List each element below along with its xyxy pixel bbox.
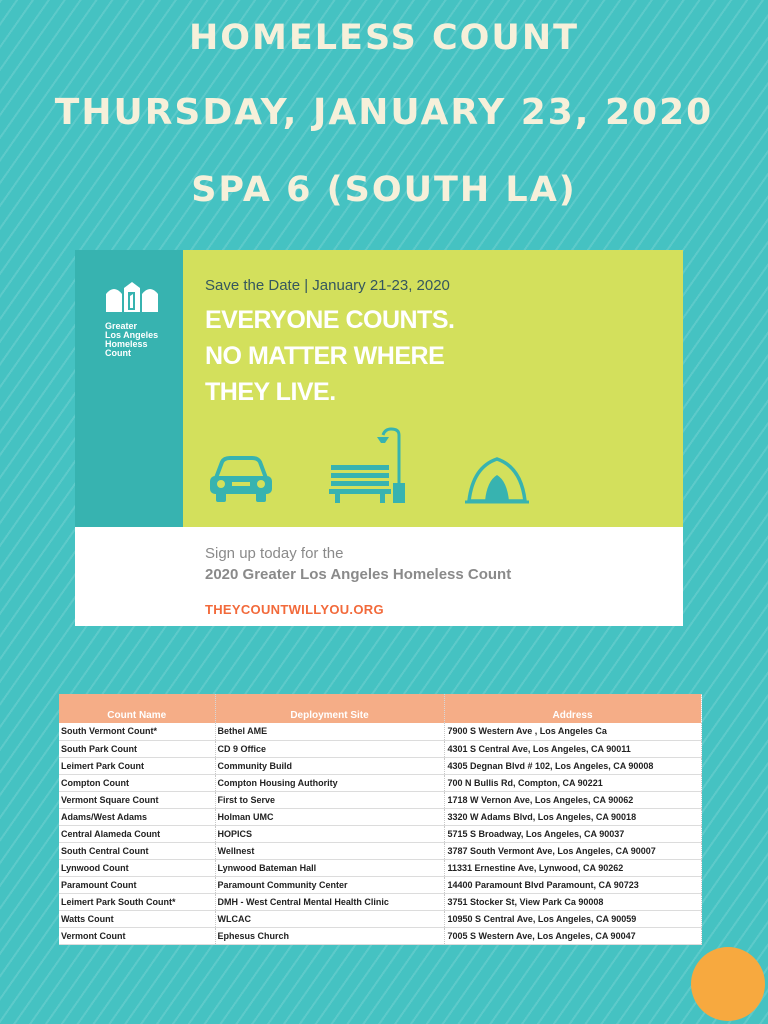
- table-row: [59, 859, 701, 876]
- deployment-site-cell: Compton Housing Authority: [215, 774, 444, 791]
- count-name-cell: Paramount Count: [59, 876, 215, 893]
- table-row: [59, 723, 701, 740]
- signup-event-name: 2020 Greater Los Angeles Homeless Count: [205, 566, 512, 583]
- deployment-site-cell: Community Build: [215, 757, 444, 774]
- table-row: [59, 893, 701, 910]
- homeless-count-logo-icon: [104, 280, 160, 314]
- count-name-cell: Leimert Park Count: [59, 757, 215, 774]
- save-the-date-flyer: [75, 250, 683, 626]
- headline-title: HOMELESS COUNT: [188, 18, 580, 58]
- table-row: [59, 842, 701, 859]
- column-header-deployment-site: Deployment Site: [215, 694, 444, 723]
- deployment-site-cell: Paramount Community Center: [215, 876, 444, 893]
- logo-text-line: Los Angeles: [105, 330, 159, 340]
- headline-area: SPA 6 (SOUTH LA): [191, 170, 577, 210]
- address-cell: 4305 Degnan Blvd # 102, Los Angeles, CA 90008: [444, 757, 701, 774]
- table-row: [59, 791, 701, 808]
- column-header-count-name: Count Name: [59, 694, 215, 723]
- address-cell: 14400 Paramount Blvd Paramount, CA 90723: [444, 876, 701, 893]
- slogan-line: THEY LIVE.: [205, 378, 336, 406]
- table-row: [59, 808, 701, 825]
- table-header-row: [59, 694, 701, 723]
- park-bench-lamp-icon: [329, 425, 409, 505]
- table-row: [59, 825, 701, 842]
- tent-icon: [465, 455, 529, 505]
- deployment-site-cell: Holman UMC: [215, 808, 444, 825]
- address-cell: 3787 South Vermont Ave, Los Angeles, CA 90007: [444, 842, 701, 859]
- address-cell: 4301 S Central Ave, Los Angeles, CA 90011: [444, 740, 701, 757]
- address-cell: 5715 S Broadway, Los Angeles, CA 90037: [444, 825, 701, 842]
- flyer-main-panel: [183, 250, 683, 527]
- count-name-cell: Central Alameda Count: [59, 825, 215, 842]
- address-cell: 700 N Bullis Rd, Compton, CA 90221: [444, 774, 701, 791]
- count-name-cell: Leimert Park South Count*: [59, 893, 215, 910]
- address-cell: 1718 W Vernon Ave, Los Angeles, CA 90062: [444, 791, 701, 808]
- table-row: [59, 757, 701, 774]
- deployment-site-cell: Bethel AME: [215, 723, 444, 740]
- save-the-date-text: Save the Date | January 21-23, 2020: [205, 277, 450, 294]
- decorative-circle: [691, 947, 765, 1021]
- count-name-cell: Vermont Square Count: [59, 791, 215, 808]
- deployment-site-cell: Lynwood Bateman Hall: [215, 859, 444, 876]
- count-name-cell: Vermont Count: [59, 927, 215, 944]
- deployment-site-cell: Ephesus Church: [215, 927, 444, 944]
- address-cell: 7900 S Western Ave , Los Angeles Ca: [444, 723, 701, 740]
- count-name-cell: South Park Count: [59, 740, 215, 757]
- address-cell: 11331 Ernestine Ave, Lynwood, CA 90262: [444, 859, 701, 876]
- table-row: [59, 774, 701, 791]
- deployment-site-cell: CD 9 Office: [215, 740, 444, 757]
- logo-text: [105, 322, 175, 358]
- address-cell: 3320 W Adams Blvd, Los Angeles, CA 90018: [444, 808, 701, 825]
- car-icon: [208, 456, 274, 504]
- count-name-cell: South Vermont Count*: [59, 723, 215, 740]
- table-row: [59, 927, 701, 944]
- count-name-cell: South Central Count: [59, 842, 215, 859]
- website-link[interactable]: THEYCOUNTWILLYOU.ORG: [205, 602, 384, 617]
- count-name-cell: Watts Count: [59, 910, 215, 927]
- address-cell: 10950 S Central Ave, Los Angeles, CA 90059: [444, 910, 701, 927]
- slogan-line: NO MATTER WHERE: [205, 342, 445, 370]
- deployment-site-cell: First to Serve: [215, 791, 444, 808]
- count-name-cell: Compton Count: [59, 774, 215, 791]
- deployment-site-cell: Wellnest: [215, 842, 444, 859]
- address-cell: 7005 S Western Ave, Los Angeles, CA 90047: [444, 927, 701, 944]
- deployment-site-cell: HOPICS: [215, 825, 444, 842]
- logo-text-line: Count: [105, 348, 131, 358]
- logo-text-line: Homeless: [105, 339, 148, 349]
- flyer-logo-panel: [75, 250, 183, 527]
- address-cell: 3751 Stocker St, View Park Ca 90008: [444, 893, 701, 910]
- count-name-cell: Adams/West Adams: [59, 808, 215, 825]
- deployment-site-cell: WLCAC: [215, 910, 444, 927]
- logo-text-line: Greater: [105, 321, 138, 331]
- count-name-cell: Lynwood Count: [59, 859, 215, 876]
- deployment-site-cell: DMH - West Central Mental Health Clinic: [215, 893, 444, 910]
- headline-date: THURSDAY, JANUARY 23, 2020: [54, 92, 714, 133]
- table-row: [59, 740, 701, 757]
- table-row: [59, 910, 701, 927]
- table-row: [59, 876, 701, 893]
- slogan-line: EVERYONE COUNTS.: [205, 306, 455, 334]
- column-header-address: Address: [444, 694, 701, 723]
- signup-text: Sign up today for the: [205, 545, 344, 562]
- deployment-sites-table: [59, 694, 702, 945]
